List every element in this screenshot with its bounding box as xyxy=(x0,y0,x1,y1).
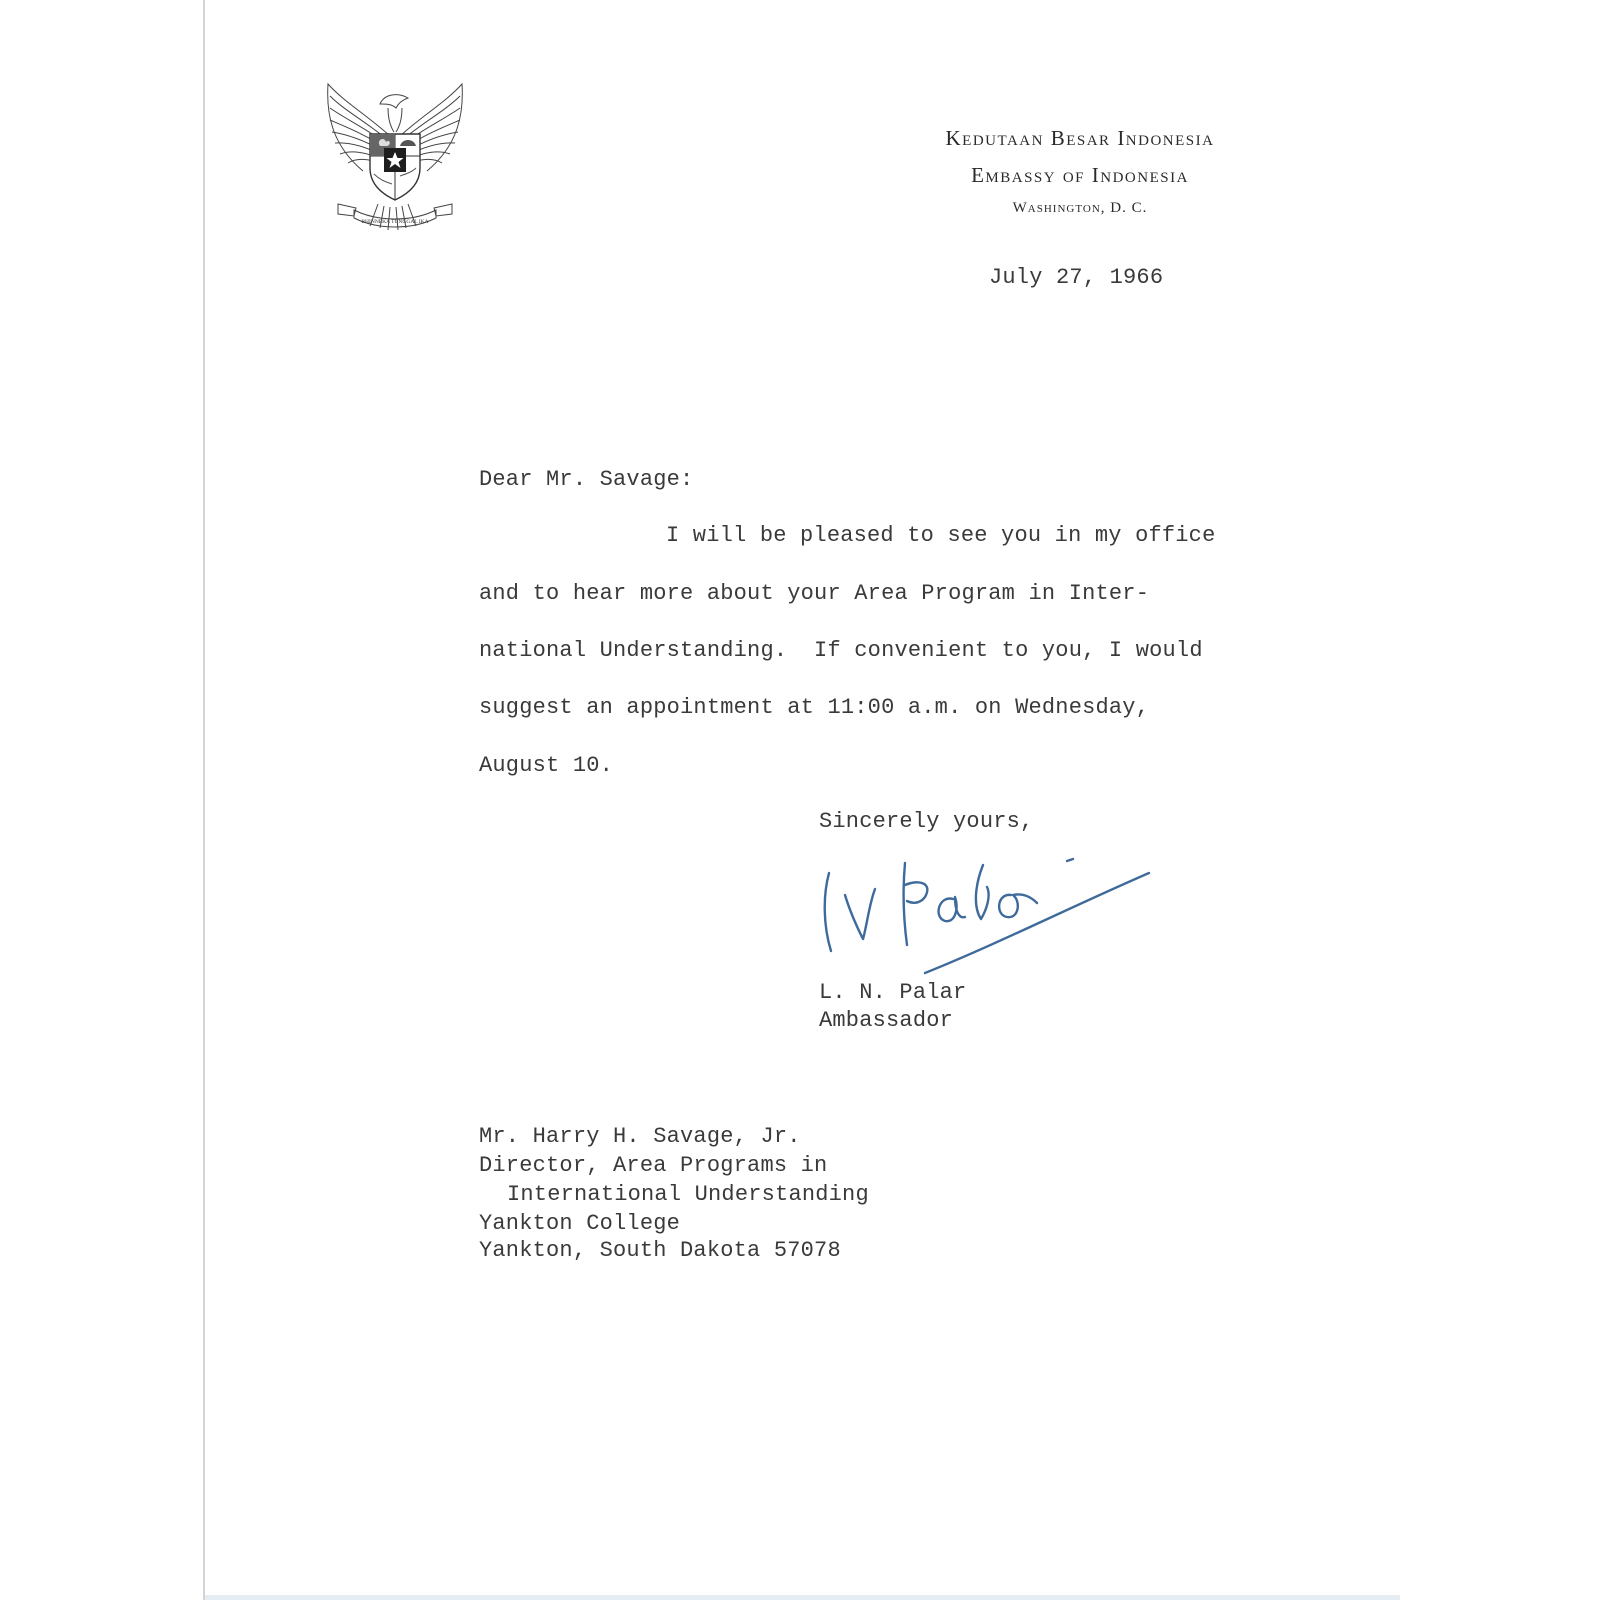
address-line: Yankton College xyxy=(479,1211,681,1236)
salutation: Dear Mr. Savage: xyxy=(479,467,694,492)
body-line: national Understanding. If convenient to you, I would xyxy=(479,638,1203,663)
signer-title: Ambassador xyxy=(819,1008,954,1033)
svg-text:BHINNEKA TUNGGAL IKA: BHINNEKA TUNGGAL IKA xyxy=(361,219,429,225)
closing: Sincerely yours, xyxy=(819,809,1034,834)
body-line: and to hear more about your Area Program in Inter- xyxy=(479,581,1150,606)
body-line: August 10. xyxy=(479,753,614,778)
letterhead-location: Washington, D. C. xyxy=(1012,200,1148,216)
letter-page xyxy=(203,0,1402,1600)
body-line: suggest an appointment at 11:00 a.m. on Wednesday, xyxy=(479,695,1150,720)
signer-name: L. N. Palar xyxy=(819,980,967,1005)
garuda-emblem-icon xyxy=(318,76,472,240)
letter-date: July 27, 1966 xyxy=(989,265,1164,290)
address-line: Mr. Harry H. Savage, Jr. xyxy=(479,1124,801,1149)
body-line: I will be pleased to see you in my office xyxy=(666,523,1216,548)
address-line: Yankton, South Dakota 57078 xyxy=(479,1238,841,1263)
letterhead-english: Embassy of Indonesia xyxy=(971,163,1189,187)
handwritten-signature xyxy=(815,855,1155,980)
scan-edge-strip xyxy=(205,1595,1400,1600)
address-line: Director, Area Programs in xyxy=(479,1153,828,1178)
letterhead-indonesian: Kedutaan Besar Indonesia xyxy=(945,126,1215,150)
address-line: International Understanding xyxy=(507,1182,869,1207)
